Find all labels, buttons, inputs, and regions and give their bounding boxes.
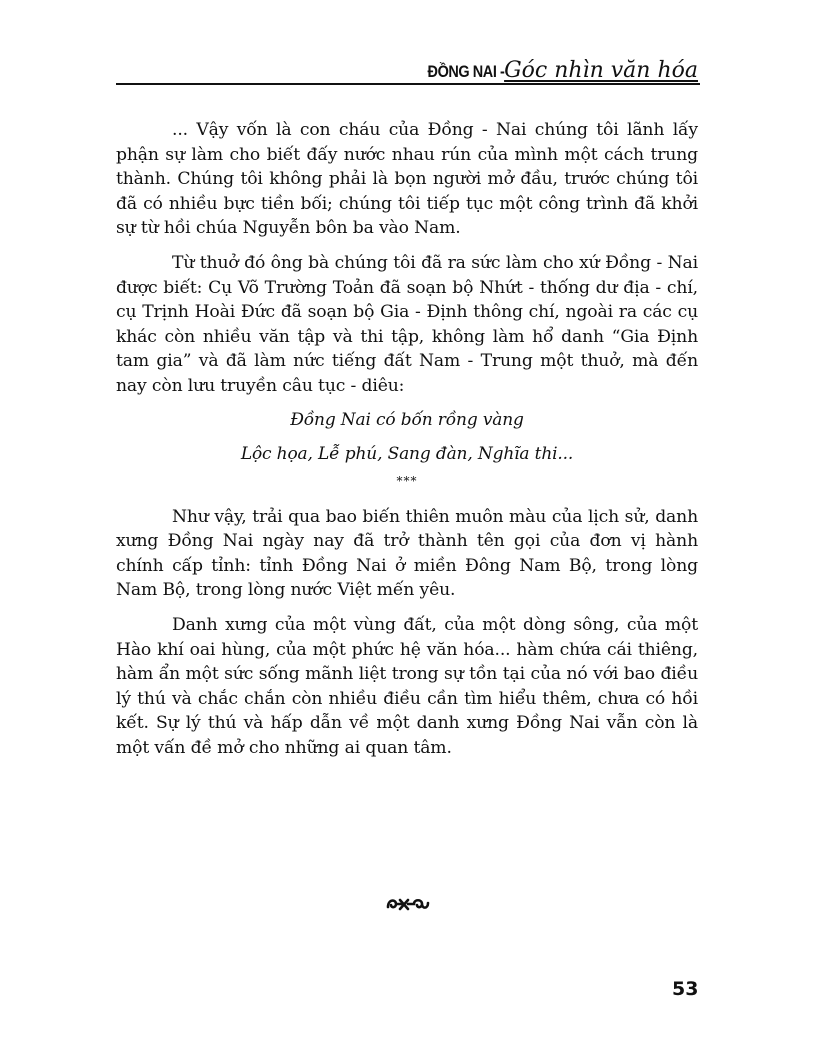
running-header [116, 56, 700, 86]
page-body [116, 118, 698, 770]
decorative-flourish-icon [386, 895, 430, 913]
page-number: 53 [672, 978, 699, 1000]
paragraph: Danh xưng của một vùng đất, của một dòng sông, của một Hào khí oai hùng, của một phức hệ văn hóa... hàm chứa cái thiêng, hàm ẩn một sức sống mãnh liệt trong sự tồn tại của nó với bao điều lý thú và chắc chắn còn nhiều điều cần tìm hiểu thêm, chưa có hồi kết. Sự lý thú và hấp dẫn về một danh xưng Đồng Nai vẫn còn là một vấn đề mở cho những ai quan tâm. [116, 614, 698, 758]
verse-line: Lộc họa, Lễ phú, Sang đàn, Nghĩa thi... [240, 443, 574, 464]
section-break: *** [396, 473, 418, 488]
paragraph: Từ thuở đó ông bà chúng tôi đã ra sức làm cho xứ Đồng - Nai được biết: Cụ Võ Trường Toản đã soạn bộ Nhứt - thống dư địa - chí, cụ Trịnh Hoài Đức đã soạn bộ Gia - Định thông chí, ngoài ra các cụ khác còn nhiều văn tập và thi tập, không làm hổ danh “Gia Định tam gia” và đã làm nức tiếng đất Nam - Trung một thuở, mà đến nay còn lưu truyền câu tục - diêu: [116, 252, 698, 396]
verse-line: Đồng Nai có bốn rồng vàng [290, 409, 524, 430]
header-title-bold: ĐỒNG NAI - [427, 62, 505, 81]
header-rule [116, 83, 700, 85]
paragraph: ... Vậy vốn là con cháu của Đồng - Nai chúng tôi lãnh lấy phận sự làm cho biết đấy nước nhau rún của mình một cách trung thành. Chúng tôi không phải là bọn người mở đầu, trước chúng tôi đã có nhiều bực tiền bối; chúng tôi tiếp tục một công trình đã khởi sự từ hồi chúa Nguyễn bôn ba vào Nam. [116, 120, 698, 239]
header-title [408, 58, 698, 83]
paragraph: Như vậy, trải qua bao biến thiên muôn màu của lịch sử, danh xưng Đồng Nai ngày nay đã trở thành tên gọi của đơn vị hành chính cấp tỉnh: tỉnh Đồng Nai ở miền Đông Nam Bộ, trong lòng Nam Bộ, trong lòng nước Việt mến yêu. [116, 506, 698, 601]
header-title-script: Góc nhìn văn hóa [504, 58, 698, 83]
